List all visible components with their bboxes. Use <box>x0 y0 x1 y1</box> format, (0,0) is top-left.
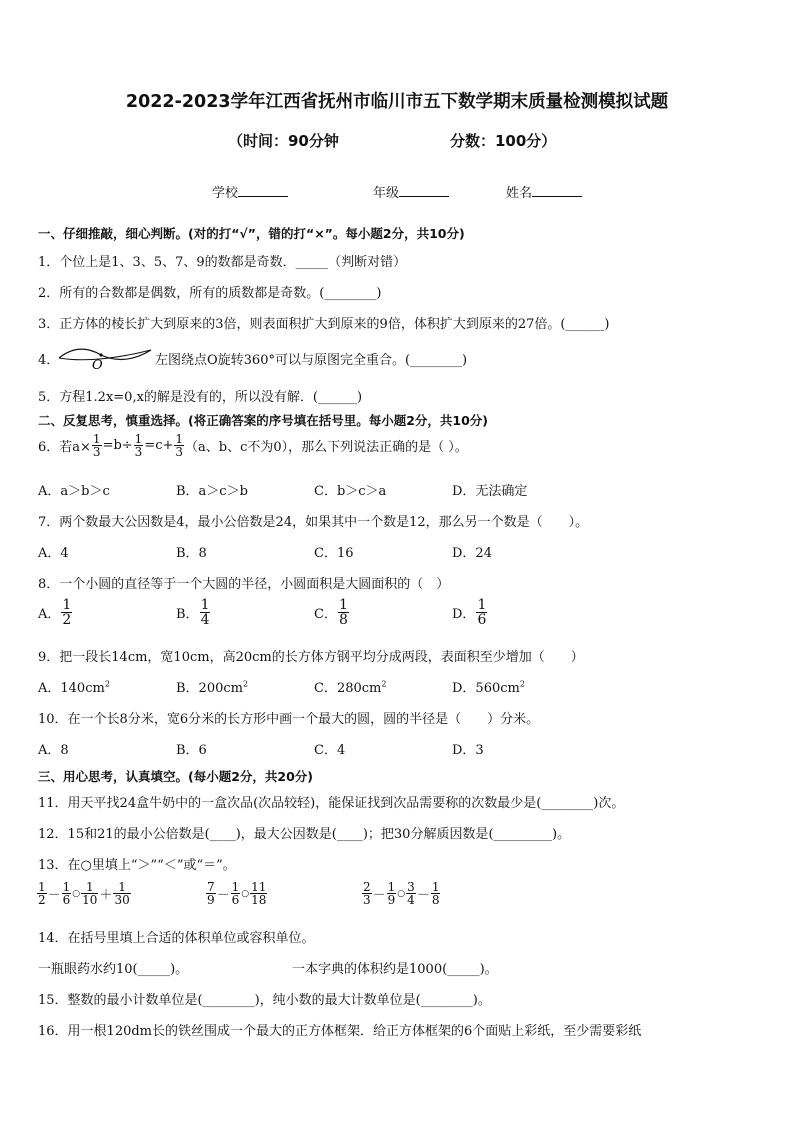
figure-arc-left <box>59 349 101 358</box>
q8-option-b-label: B． <box>176 607 199 622</box>
section-1-heading: 一、仔细推敲，细心判断。(对的打“√”，错的打“×”。每小题2分，共10分) <box>38 226 465 241</box>
q8-option-a-label: A． <box>38 607 61 622</box>
q7-option-d[interactable]: D．24 <box>452 546 492 561</box>
q7-option-b[interactable]: B．8 <box>176 546 207 561</box>
q9-option-a[interactable]: A．$140cm^2$ <box>38 679 110 696</box>
q10-option-c[interactable]: C．4 <box>314 743 346 758</box>
q13-expression-2: $\frac{7}{9}$ － $\frac{1}{6}$ ○ $\frac{11}{18}$ <box>207 880 267 907</box>
q6-option-c[interactable]: C．b＞c＞a <box>314 484 387 499</box>
q8-option-d-fraction: $\frac{1}{6}$ <box>477 597 487 628</box>
section-2-heading: 二、反复思考，慎重选择。(将正确答案的序号填在括号里。每小题2分，共10分) <box>38 413 489 428</box>
q8-option-c-fraction: $\frac{1}{8}$ <box>338 597 348 628</box>
exam-time: （时间：90分钟 <box>228 132 339 150</box>
question-1: 1．个位上是1、3、5、7、9的数都是奇数．_____（判断对错） <box>38 255 407 270</box>
grade-field <box>373 182 449 201</box>
question-9: 9．把一段长14cm，宽10cm，高20cm的长方体方钢平均分成两段，表面积至少增加（ ） <box>38 650 584 665</box>
question-16: 16．用一根120dm长的铁丝围成一个最大的正方体框架．给正方体框架的6个面贴上彩纸，至少需要彩纸 <box>38 1024 642 1039</box>
figure-point-o <box>99 353 102 356</box>
q6-fraction-1: $\frac{1}{3}$ <box>92 432 101 459</box>
q9-option-c[interactable]: C．$280cm^2$ <box>314 679 387 696</box>
q10-option-d[interactable]: D．3 <box>452 743 484 758</box>
q13-compare-circle-3[interactable]: ○ <box>397 888 406 899</box>
grade-label: 年级 <box>373 186 400 201</box>
question-11: 11．用天平找24盒牛奶中的一盒次品(次品较轻)，能保证找到次品需要称的次数最少是(________)次。 <box>38 796 625 811</box>
rotation-figure <box>55 338 155 372</box>
q9-option-d[interactable]: D．$560cm^2$ <box>452 679 525 696</box>
q13-expression-3: $\frac{2}{3}$ － $\frac{1}{9}$ ○ $\frac{3}{4}$ － $\frac{1}{8}$ <box>363 880 440 907</box>
q6-fraction-3: $\frac{1}{3}$ <box>175 432 184 459</box>
question-12: 12．15和21的最小公倍数是(____)，最大公因数是(____)；把30分解质因数是(_________)。 <box>38 827 571 842</box>
q6-mid-1: =b÷ <box>102 438 133 453</box>
question-13: 13．在○里填上“＞”“＜”或“＝”。 <box>38 858 236 873</box>
question-8: 8．一个小圆的直径等于一个大圆的半径，小圆面积是大圆面积的（ ） <box>38 577 450 592</box>
figure-point-label: O <box>92 358 103 372</box>
question-2: 2．所有的合数都是偶数，所有的质数都是奇数。(________) <box>38 286 382 301</box>
q8-option-b[interactable] <box>176 598 211 627</box>
figure-chord <box>59 350 151 360</box>
q6-mid-2: =c+ <box>144 438 174 453</box>
question-14b: 一本字典的体积约是1000(_____)。 <box>292 962 498 977</box>
q10-option-b[interactable]: B．6 <box>176 743 207 758</box>
section-3-heading: 三、用心思考，认真填空。(每小题2分，共20分) <box>38 769 314 784</box>
q13-compare-circle-1[interactable]: ○ <box>72 888 81 899</box>
q8-option-a[interactable] <box>38 598 73 627</box>
q6-option-b[interactable]: B．a＞c＞b <box>176 484 248 499</box>
question-5: 5．方程1.2x=0,x的解是没有的，所以没有解．(______) <box>38 390 363 405</box>
question-7: 7．两个数最大公因数是4，最小公倍数是24，如果其中一个数是12，那么另一个数是（ ）。 <box>38 515 589 530</box>
q9-option-b[interactable]: B．$200cm^2$ <box>176 679 249 696</box>
school-label: 学校 <box>212 186 239 201</box>
question-14: 14．在括号里填上合适的体积单位或容积单位。 <box>38 931 315 946</box>
q7-option-a[interactable]: A．4 <box>38 546 69 561</box>
exam-meta <box>0 130 794 152</box>
q6-fraction-2: $\frac{1}{3}$ <box>134 432 143 459</box>
name-field <box>506 182 582 201</box>
q8-option-c-label: C． <box>314 607 337 622</box>
q8-option-d-label: D． <box>452 607 476 622</box>
q6-option-d[interactable]: D．无法确定 <box>452 484 528 499</box>
page-title: 2022-2023学年江西省抚州市临川市五下数学期末质量检测模拟试题 <box>125 92 669 112</box>
school-field <box>212 182 288 201</box>
question-6 <box>38 433 468 458</box>
question-14a: 一瓶眼药水约10(_____)。 <box>38 962 189 977</box>
q8-option-a-fraction: $\frac{1}{2}$ <box>62 597 72 628</box>
school-blank[interactable] <box>238 184 288 197</box>
q8-option-b-fraction: $\frac{1}{4}$ <box>200 597 210 628</box>
q10-option-a[interactable]: A．8 <box>38 743 69 758</box>
question-4-number: 4． <box>38 353 60 368</box>
q8-option-c[interactable] <box>314 598 350 627</box>
grade-blank[interactable] <box>399 184 449 197</box>
q6-post: （a、b、c不为0），那么下列说法正确的是（ ）。 <box>185 440 468 455</box>
name-blank[interactable] <box>532 184 582 197</box>
q6-option-a[interactable]: A．a＞b＞c <box>38 484 110 499</box>
question-3: 3．正方体的棱长扩大到原来的3倍，则表面积扩大到原来的9倍，体积扩大到原来的27倍。(______) <box>38 317 610 332</box>
q8-option-d[interactable] <box>452 598 488 627</box>
name-label: 姓名 <box>506 186 533 201</box>
question-15: 15．整数的最小计数单位是(________)，纯小数的最大计数单位是(________)。 <box>38 993 491 1008</box>
q13-expression-1: $\frac{1}{2}$ － $\frac{1}{6}$ ○ $\frac{1}{10}$ ＋ $\frac{1}{30}$ <box>38 880 130 907</box>
q13-compare-circle-2[interactable]: ○ <box>241 888 250 899</box>
exam-score: 分数：100分） <box>450 132 557 150</box>
q6-pre: 6．若a× <box>38 440 91 455</box>
question-4-text: 左图绕点O旋转360°可以与原图完全重合。(________) <box>155 353 468 368</box>
question-10: 10．在一个长8分米，宽6分米的长方形中画一个最大的圆，圆的半径是（ ）分米。 <box>38 712 540 727</box>
q7-option-c[interactable]: C．16 <box>314 546 354 561</box>
